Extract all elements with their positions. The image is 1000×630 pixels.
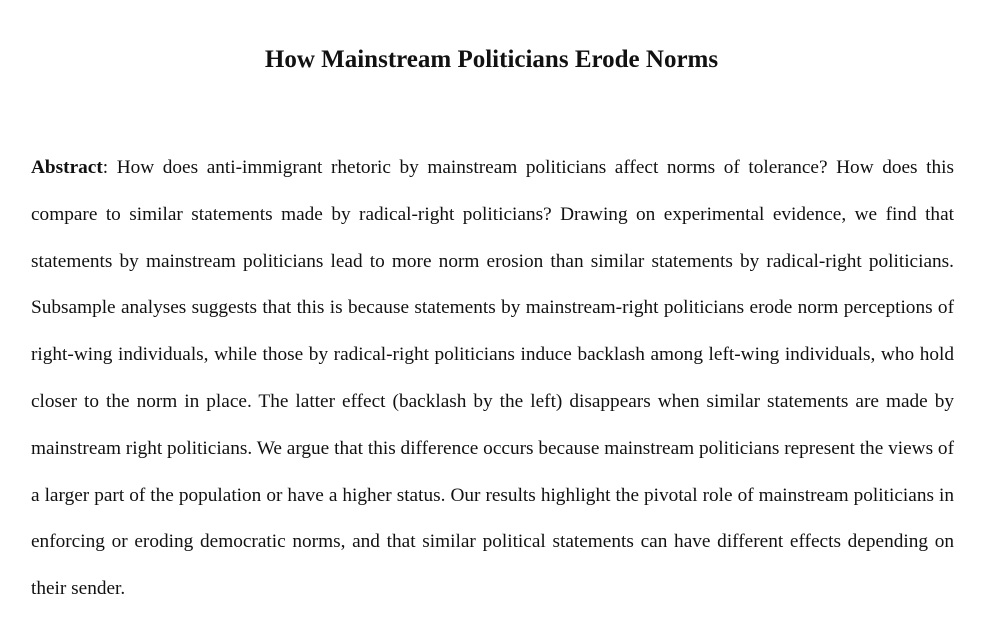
paper-title: How Mainstream Politicians Erode Norms [264, 46, 719, 73]
abstract-separator: : [102, 157, 117, 178]
abstract-text: How does anti-immigrant rhetoric by mainstream politicians affect norms of tolerance? How does this compare to similar statements made by radical-right politicians? Drawing on experimental evidence, we find that statements by mainstream politicians lead to more norm erosion than similar statements by radical-right politicians. Subsample analyses suggests that this is because statements by mainstream-right politicians erode norm perceptions of right-wing individuals, while those by radical-right politicians induce backlash among left-wing individuals, who hold closer to the norm in place. The latter effect (backlash by the left) disappears when similar statements are made by mainstream right politicians. We argue that this difference occurs because mainstream politicians represent the views of a larger part of the population or have a higher status. Our results highlight the pivotal role of mainstream politicians in enforcing or eroding democratic norms, and that similar political statements can have different effects depending on their sender. [31, 157, 954, 600]
abstract-label: Abstract [31, 157, 103, 178]
abstract-paragraph [31, 145, 954, 613]
